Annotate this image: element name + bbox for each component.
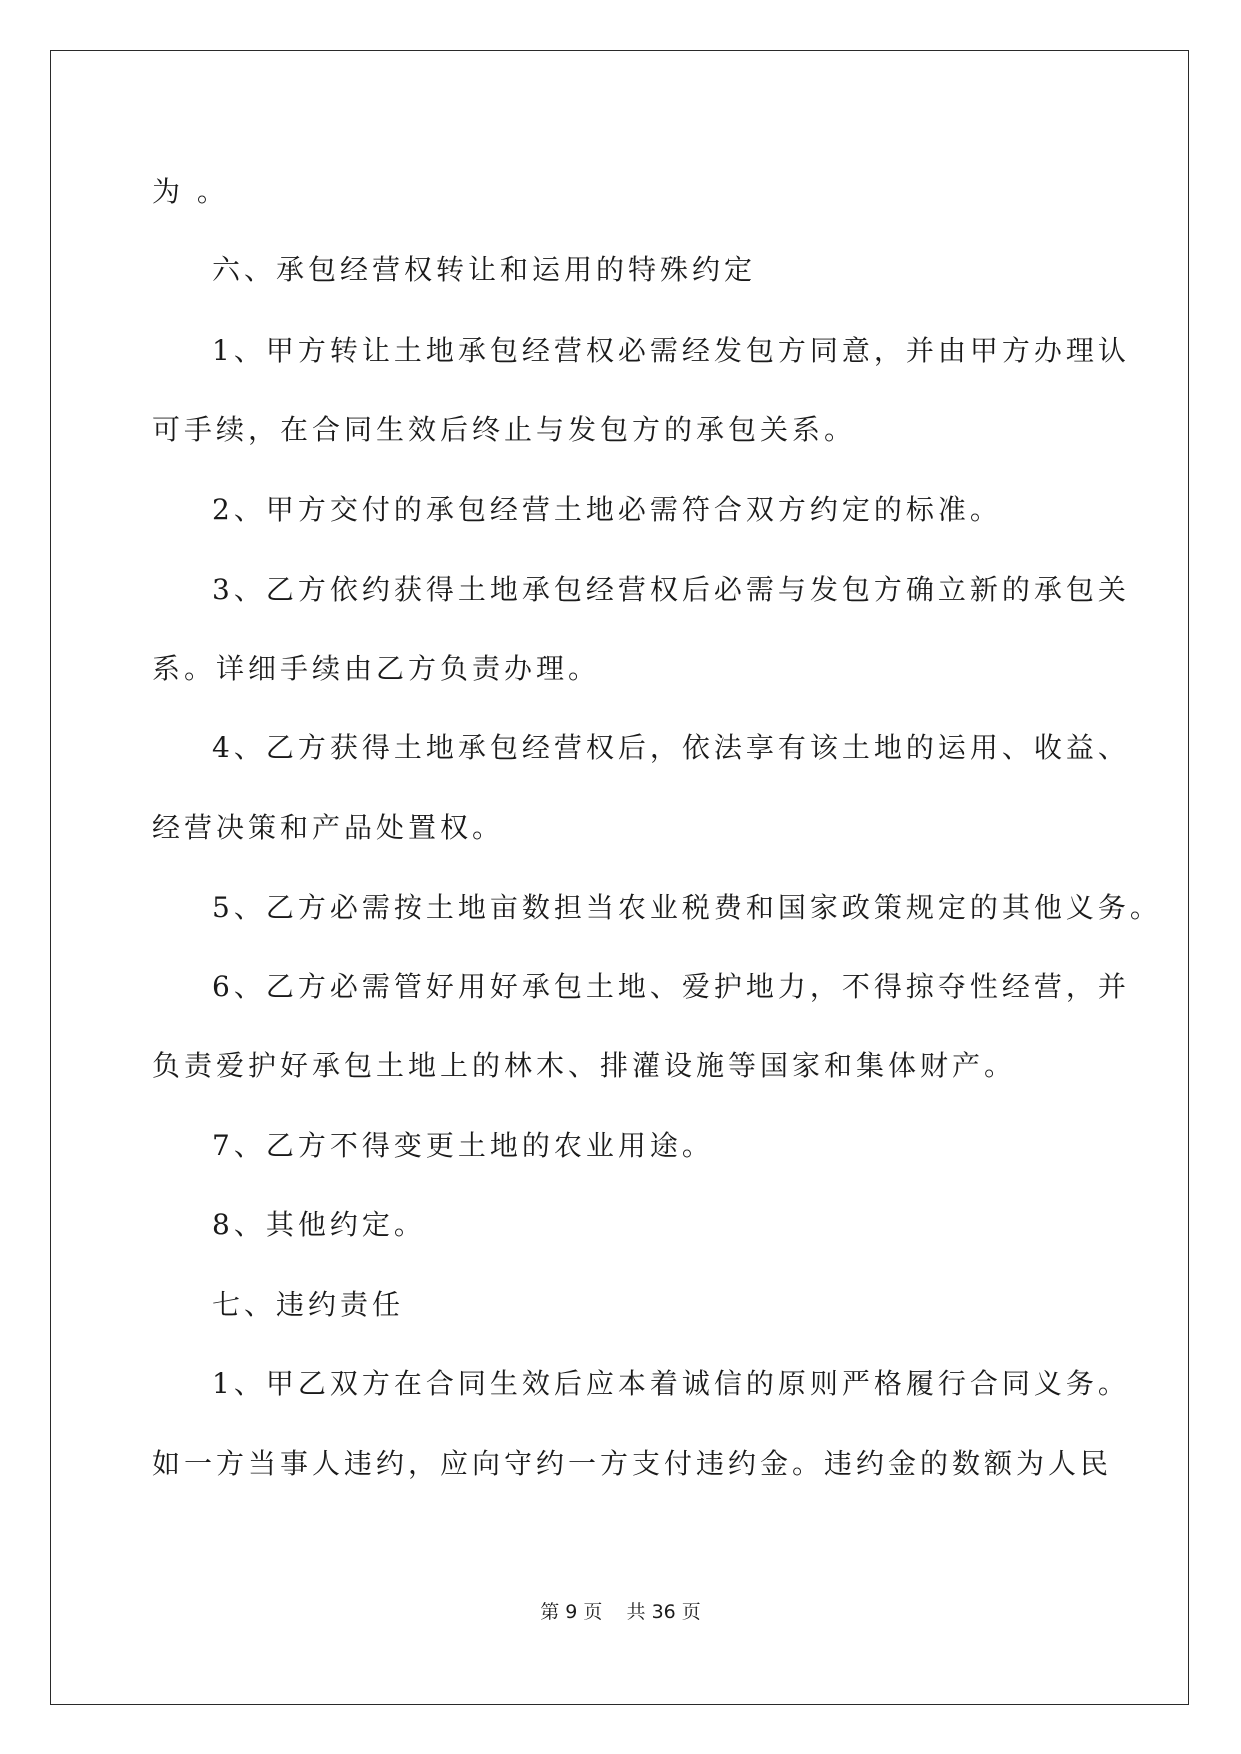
page-footer: 第 9 页 共 36 页: [540, 1601, 701, 1623]
paragraph-line: 如一方当事人违约，应向守约一方支付违约金。违约金的数额为人民: [152, 1447, 1113, 1480]
section-heading: 六、承包经营权转让和运用的特殊约定: [212, 253, 757, 286]
paragraph-line: 7、乙方不得变更土地的农业用途。: [212, 1129, 714, 1162]
paragraph-line: 1、甲方转让土地承包经营权必需经发包方同意，并由甲方办理认: [212, 334, 1130, 367]
paragraph-line: 负责爱护好承包土地上的林木、排灌设施等国家和集体财产。: [152, 1049, 1017, 1082]
paragraph-line: 2、甲方交付的承包经营土地必需符合双方约定的标准。: [212, 493, 1002, 526]
paragraph-line: 为 。: [152, 175, 229, 208]
paragraph-line: 3、乙方依约获得土地承包经营权后必需与发包方确立新的承包关: [212, 573, 1130, 606]
paragraph-line: 4、乙方获得土地承包经营权后，依法享有该土地的运用、收益、: [212, 731, 1130, 764]
paragraph-line: 6、乙方必需管好用好承包土地、爱护地力，不得掠夺性经营，并: [212, 970, 1130, 1003]
paragraph-line: 1、甲乙双方在合同生效后应本着诚信的原则严格履行合同义务。: [212, 1367, 1130, 1400]
paragraph-line: 8、其他约定。: [212, 1208, 426, 1241]
paragraph-line: 经营决策和产品处置权。: [152, 811, 505, 844]
paragraph-line: 系。详细手续由乙方负责办理。: [152, 652, 601, 685]
section-heading: 七、违约责任: [212, 1288, 405, 1321]
paragraph-line: 可手续，在合同生效后终止与发包方的承包关系。: [152, 413, 857, 446]
paragraph-line: 5、乙方必需按土地亩数担当农业税费和国家政策规定的其他义务。: [212, 891, 1162, 924]
